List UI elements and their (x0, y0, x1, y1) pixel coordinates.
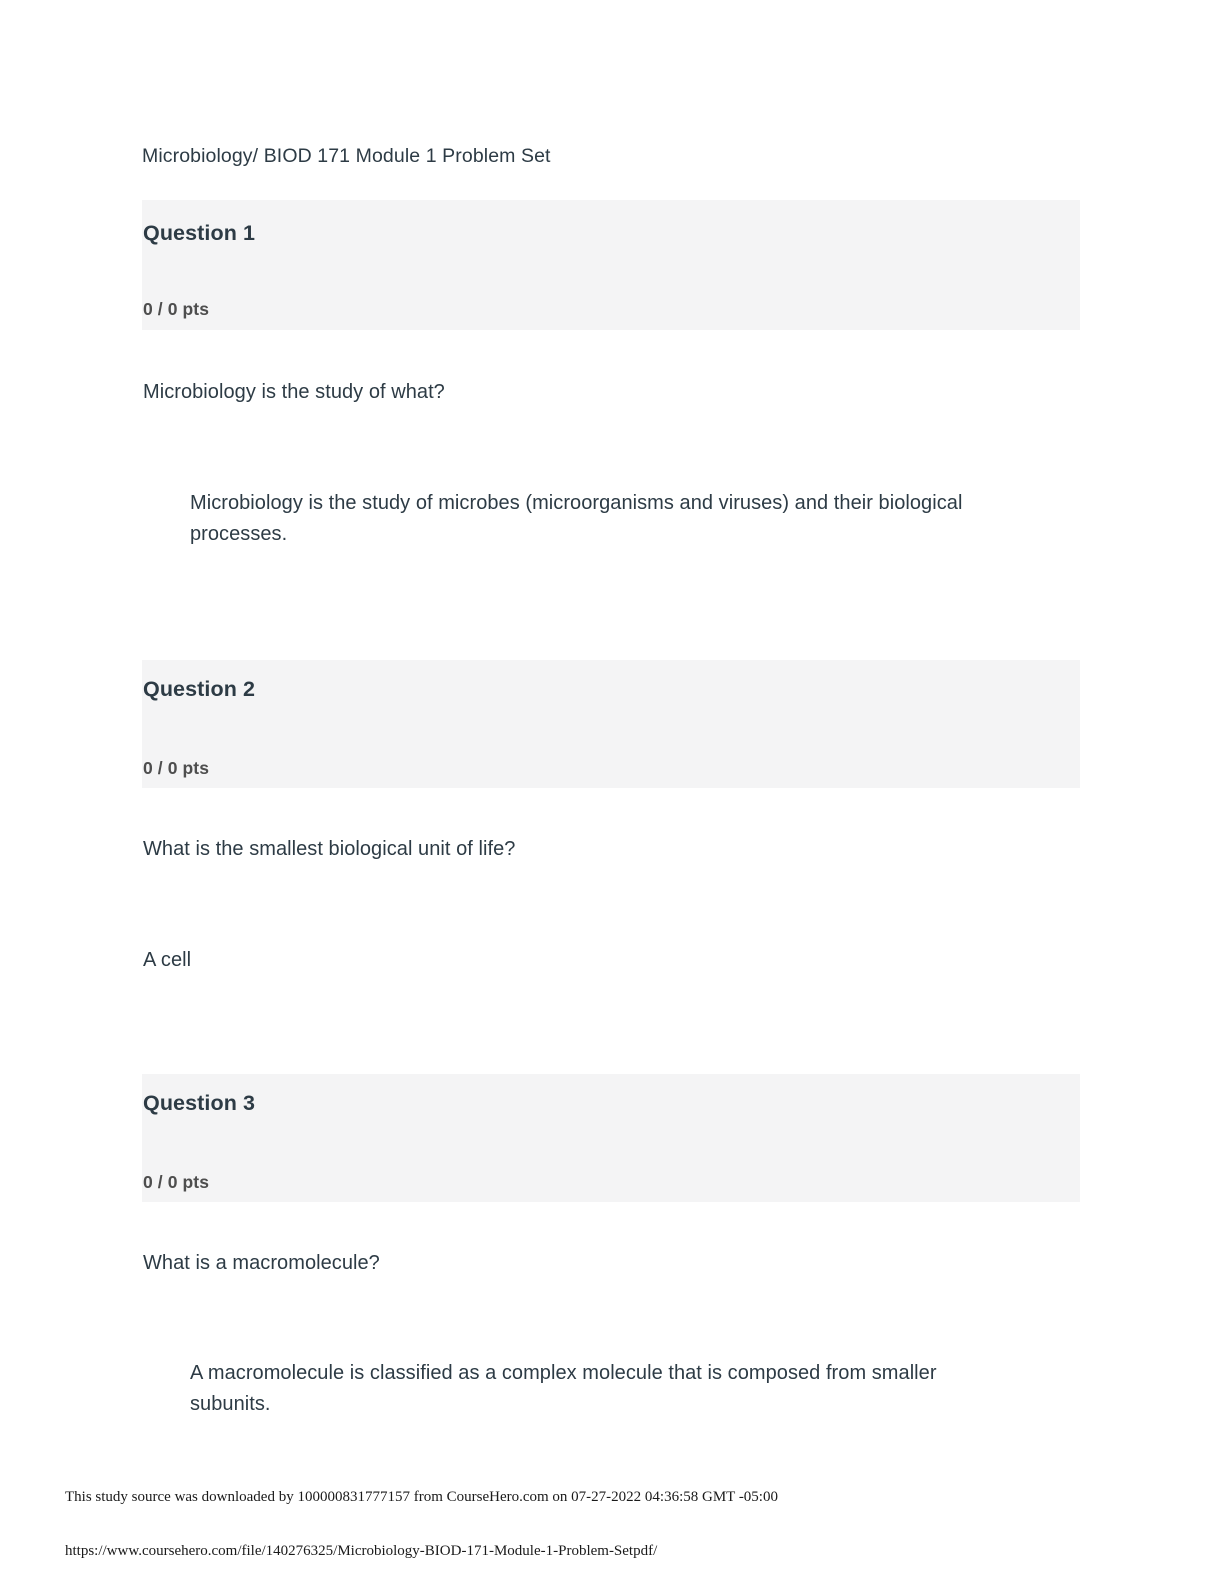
question-points-3: 0 / 0 pts (143, 1172, 210, 1192)
question-answer-3: A macromolecule is classified as a complex molecule that is composed from smaller subunits. (190, 1362, 937, 1415)
question-prompt-1: Microbiology is the study of what? (143, 381, 445, 403)
question-heading-3: Question 3 (143, 1091, 256, 1115)
question-header-band-1 (142, 200, 1080, 330)
question-points-2: 0 / 0 pts (143, 758, 210, 778)
question-prompt-3: What is a macromolecule? (143, 1252, 380, 1274)
question-header-band-2 (142, 660, 1080, 788)
question-answer-2: A cell (143, 949, 192, 971)
question-prompt-2: What is the smallest biological unit of life? (143, 838, 516, 860)
question-heading-1: Question 1 (143, 221, 256, 245)
download-attribution: This study source was downloaded by 100000831777157 from CourseHero.com on 07-27-2022 04:36:58 GMT -05:00 (65, 1489, 778, 1505)
question-heading-2: Question 2 (143, 677, 256, 701)
source-url[interactable]: https://www.coursehero.com/file/140276325/Microbiology-BIOD-171-Module-1-Problem-Setpdf/ (65, 1543, 658, 1559)
question-answer-1: Microbiology is the study of microbes (microorganisms and viruses) and their biological processes. (190, 492, 963, 545)
page-title: Microbiology/ BIOD 171 Module 1 Problem Set (142, 145, 551, 167)
question-header-band-3 (142, 1074, 1080, 1202)
question-points-1: 0 / 0 pts (143, 299, 210, 319)
